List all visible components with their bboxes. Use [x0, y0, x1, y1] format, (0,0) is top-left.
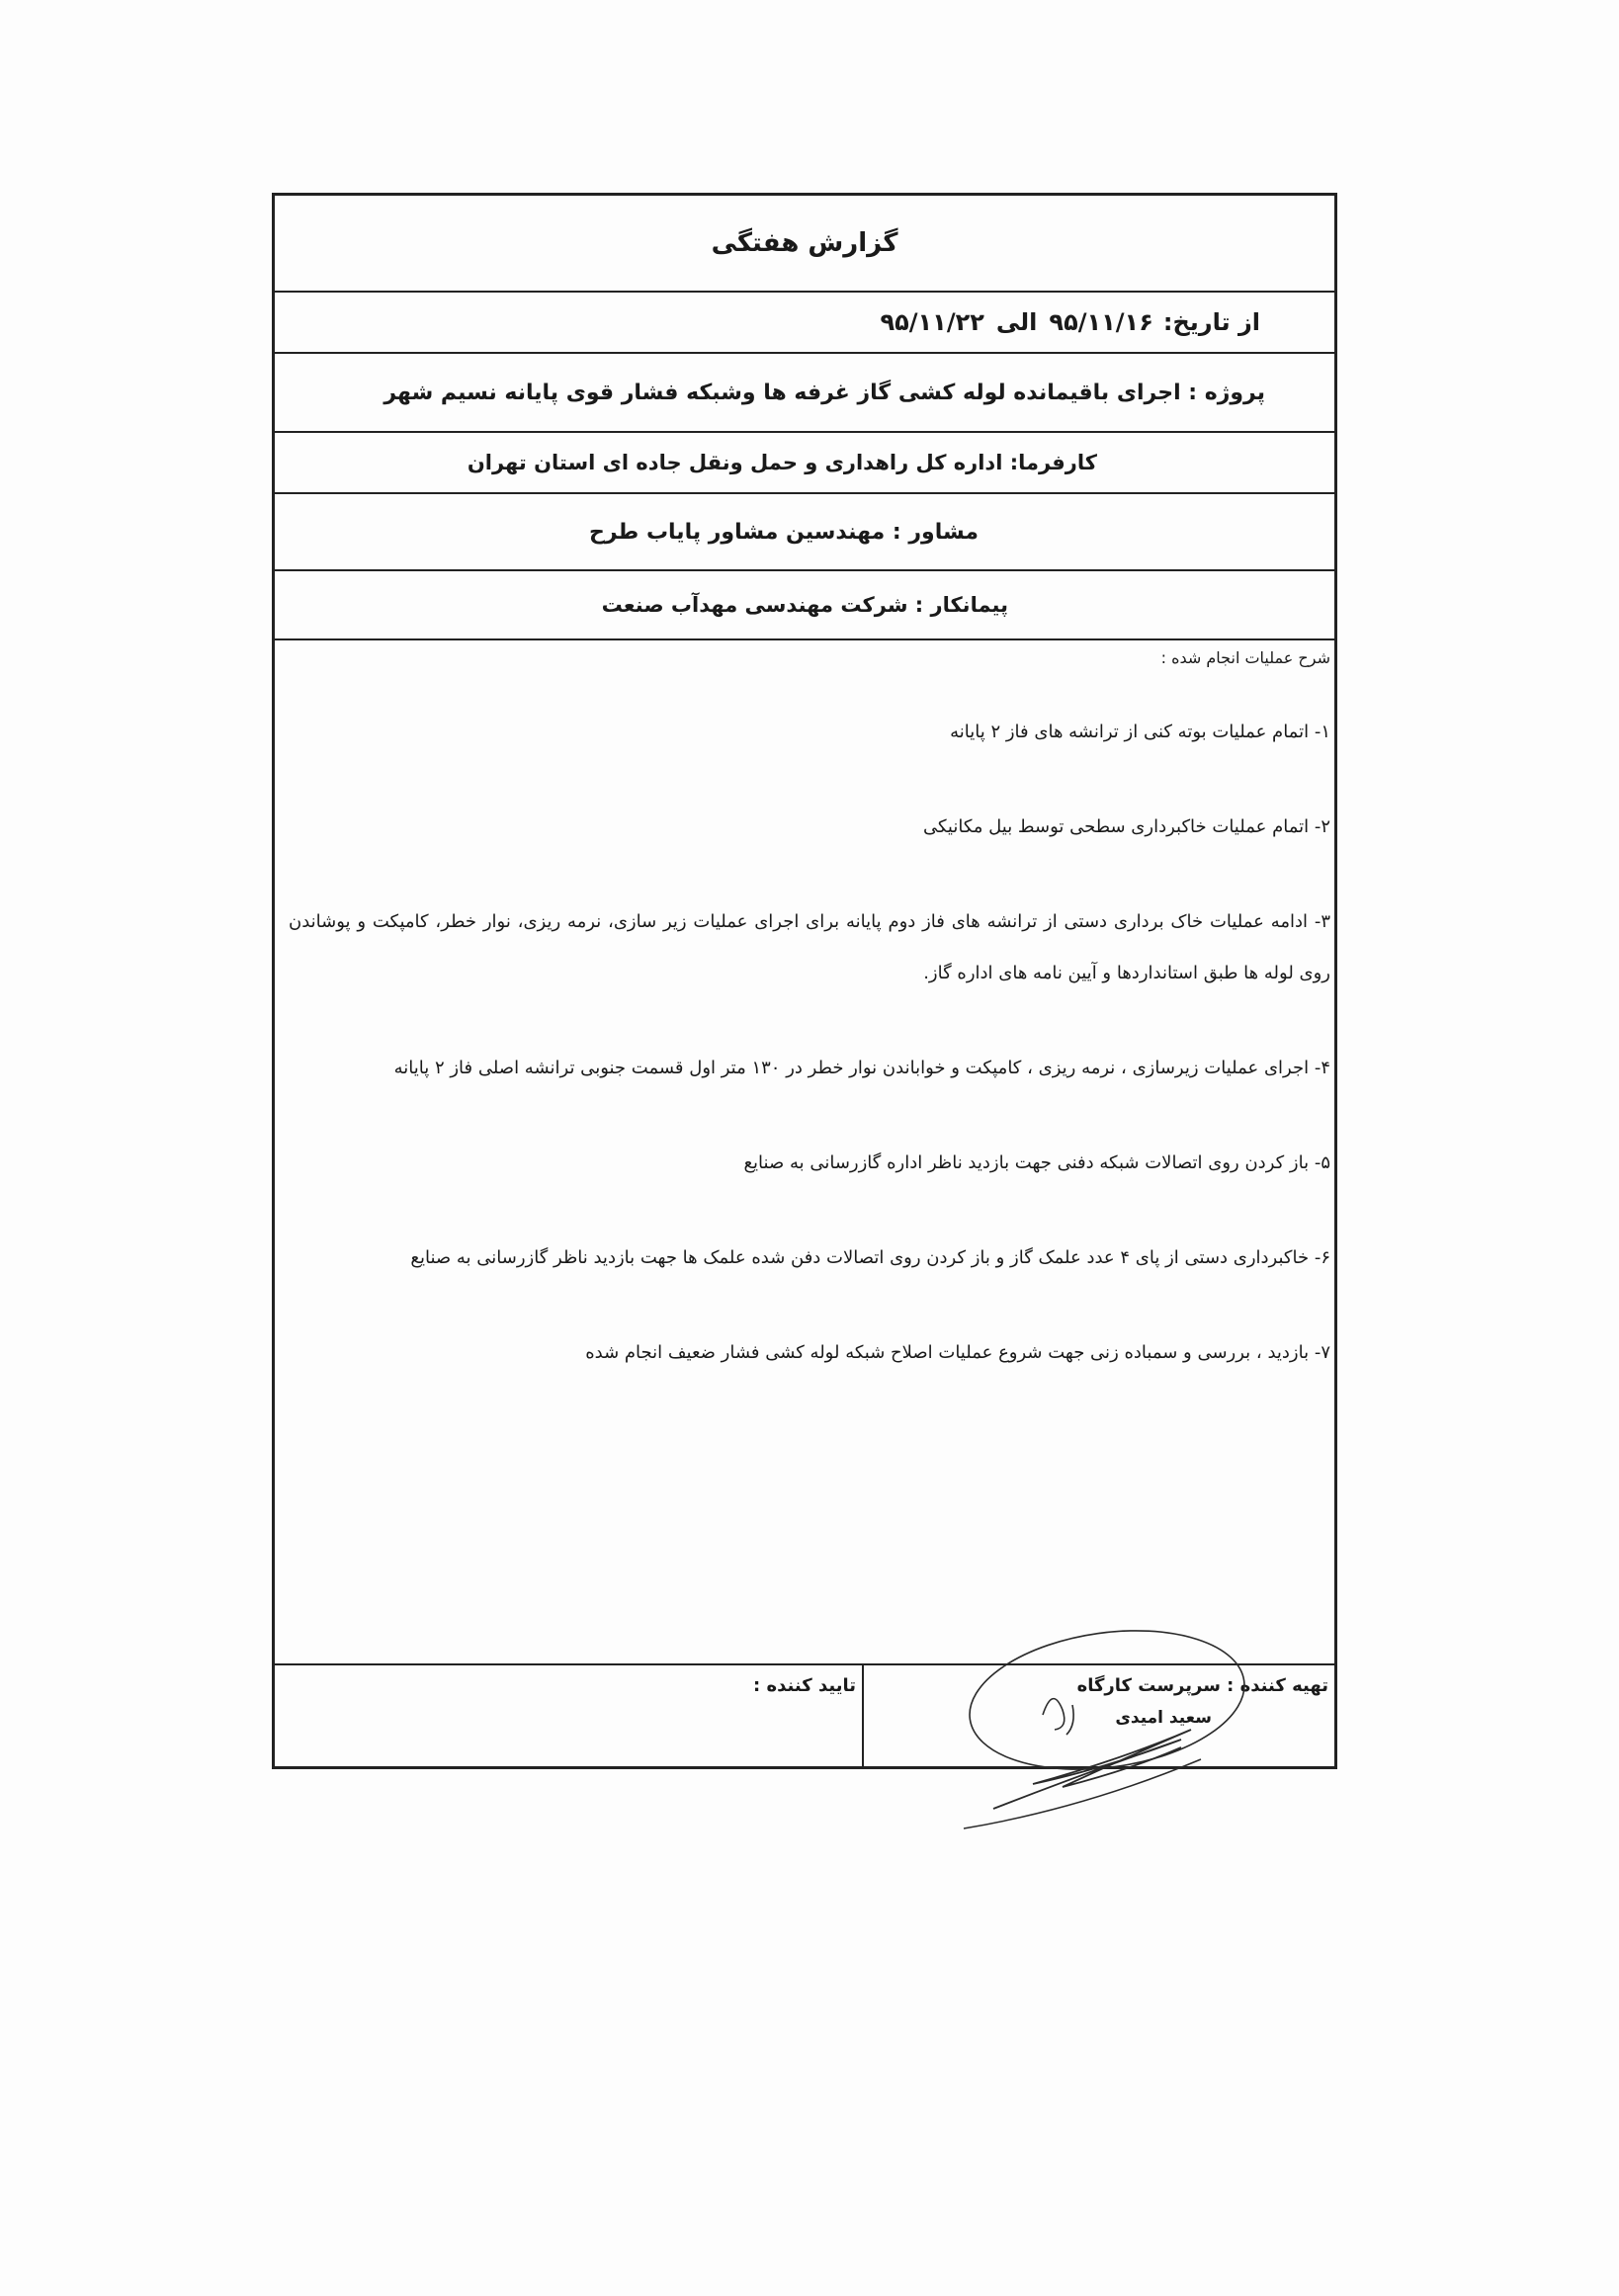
prepared-by-label: تهیه کننده : سرپرست کارگاه — [1076, 1675, 1328, 1696]
approved-by-label: تایید کننده : — [753, 1675, 856, 1696]
date-prefix: از تاریخ: — [1162, 308, 1260, 336]
project-text: پروژه : اجرای باقیمانده لوله کشی گاز غرفه ها وشبکه فشار قوی پایانه نسیم شهر — [383, 380, 1265, 405]
date-range-row — [275, 293, 1334, 354]
consultant-row — [275, 494, 1334, 571]
operation-item-1: ۱- اتمام عملیات بوته کنی از ترانشه های فاز ۲ پایانه — [950, 722, 1330, 742]
date-from: ۹۵/۱۱/۱۶ — [1049, 308, 1153, 336]
operations-section — [275, 640, 1334, 1663]
report-title-text: گزارش هفتگی — [711, 228, 898, 258]
consultant-text: مشاور : مهندسین مشاور پایاب طرح — [589, 519, 979, 545]
handwritten-signature — [924, 1606, 1260, 1843]
client-text: کارفرما: اداره کل راهداری و حمل ونقل جاده ای استان تهران — [467, 451, 1097, 474]
operation-item-5: ۵- باز کردن روی اتصالات شبکه دفنی جهت بازدید ناظر اداره گازرسانی به صنایع — [743, 1152, 1330, 1173]
operation-item-3: ۳- ادامه عملیات خاک برداری دستی از ترانشه های فاز دوم پایانه برای اجرای عملیات زیر سازی، نرمه ریزی، نوار خطر، کامپکت و پوشاندن روی لوله ها طبق استانداردها و آیین نامه های اداره گاز. — [289, 911, 1330, 983]
operation-item-4: ۴- اجرای عملیات زیرسازی ، نرمه ریزی ، کامپکت و خواباندن نوار خطر در ۱۳۰ متر اول قسمت جنوبی ترانشه اصلی فاز ۲ پایانه — [393, 1058, 1330, 1078]
weekly-report-form — [272, 193, 1337, 1769]
project-row — [275, 354, 1334, 433]
contractor-text: پیمانکار : شرکت مهندسی مهدآب صنعت — [601, 593, 1008, 617]
prepared-by-name: سعید امیدی — [1115, 1708, 1212, 1728]
operation-item-7: ۷- بازدید ، بررسی و سمباده زنی جهت شروع عملیات اصلاح شبکه لوله کشی فشار ضعیف انجام شده — [585, 1342, 1330, 1363]
client-row — [275, 433, 1334, 494]
date-to: ۹۵/۱۱/۲۲ — [880, 308, 984, 336]
approved-by-cell — [275, 1665, 862, 1766]
report-title — [275, 196, 1334, 293]
operations-heading: شرح عملیات انجام شده : — [1160, 648, 1330, 667]
operation-item-6: ۶- خاکبرداری دستی از پای ۴ عدد علمک گاز و باز کردن روی اتصالات دفن شده علمک ها جهت بازدید ناظر گازرسانی به صنایع — [410, 1247, 1330, 1268]
operation-item-2: ۲- اتمام عملیات خاکبرداری سطحی توسط بیل مکانیکی — [922, 816, 1330, 837]
date-separator: الی — [995, 308, 1038, 336]
contractor-row — [275, 571, 1334, 640]
